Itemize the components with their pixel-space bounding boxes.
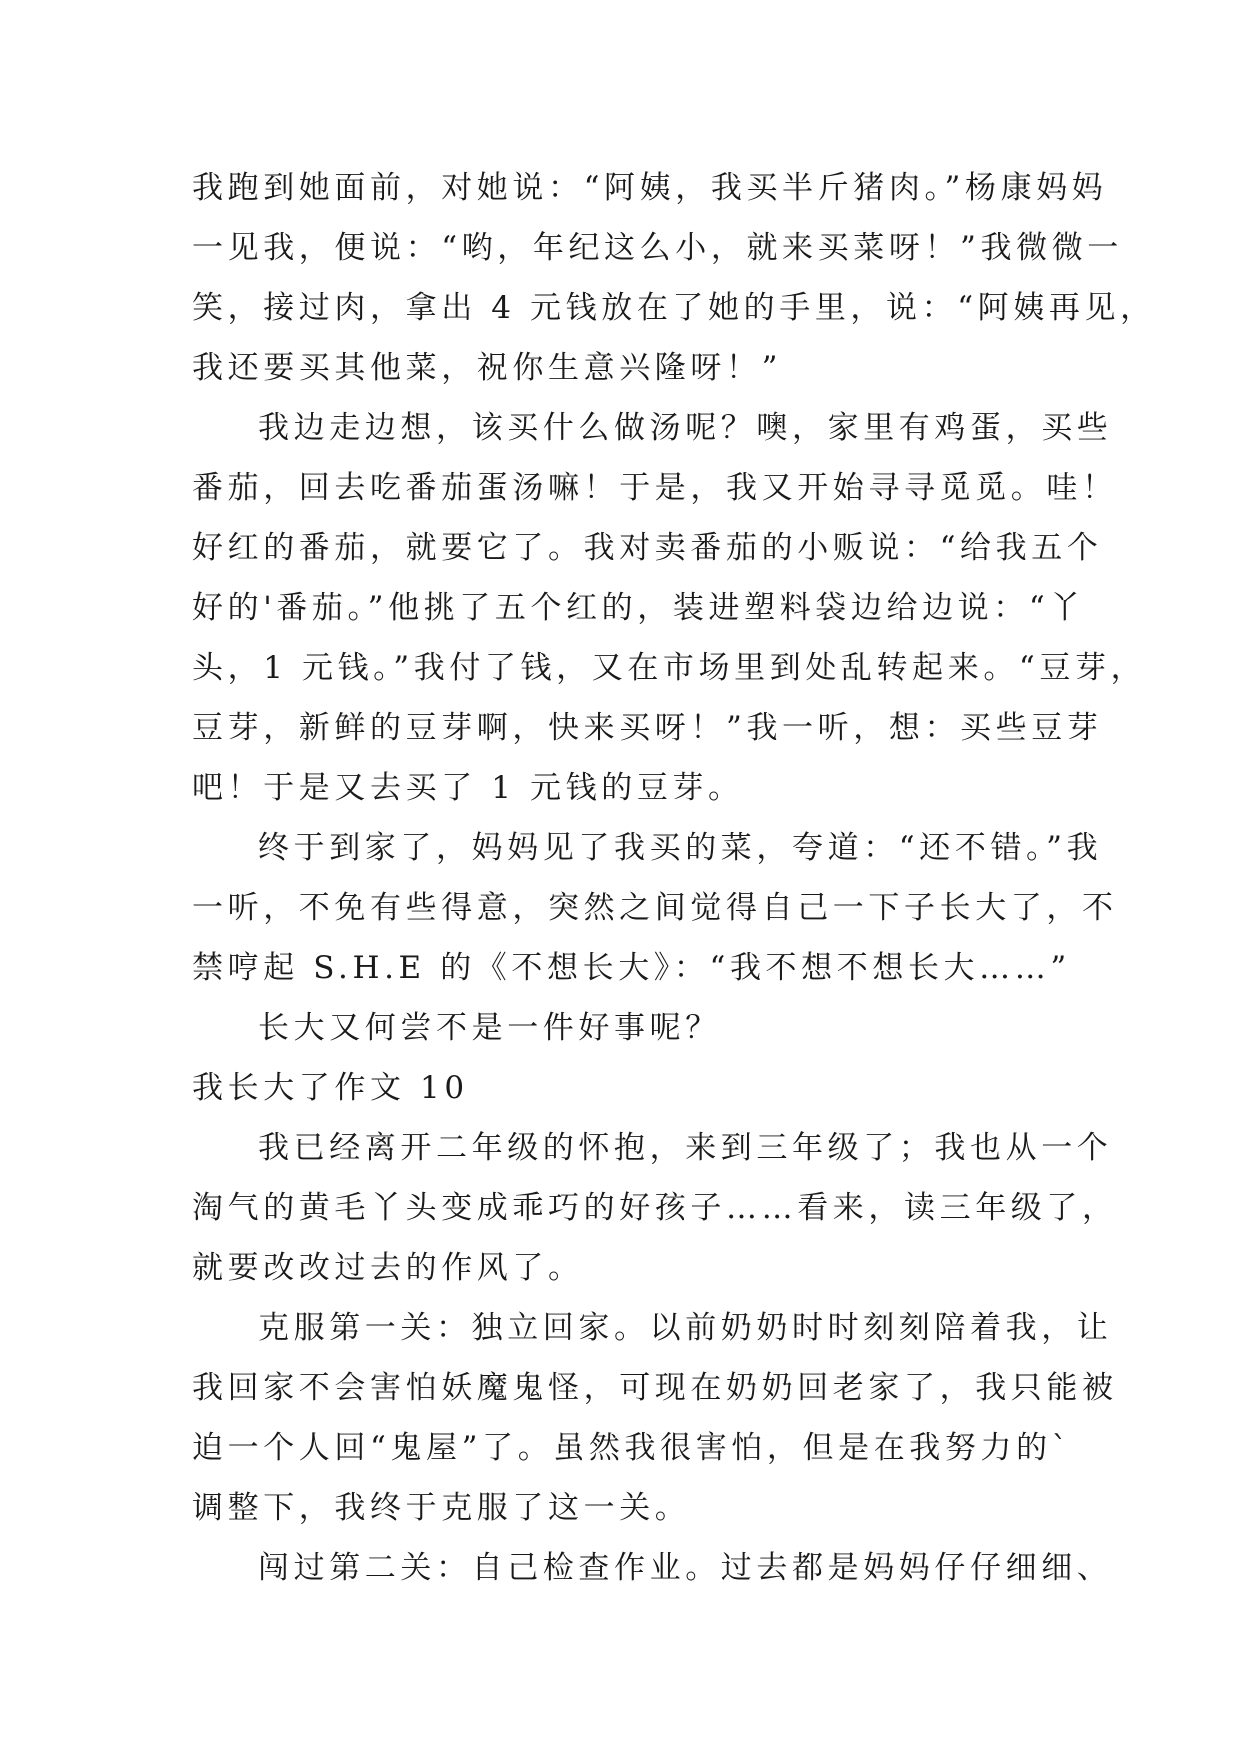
text-line: 好红的番茄，就要它了。我对卖番茄的小贩说：“给我五个 (192, 530, 1103, 566)
essay-text (192, 158, 1156, 1598)
text-line: 豆芽，新鲜的豆芽啊，快来买呀！”我一听，想：买些豆芽 (192, 710, 1103, 746)
text-line: 一听，不免有些得意，突然之间觉得自己一下子长大了，不 (192, 890, 1118, 926)
text-line: 我还要买其他菜，祝你生意兴隆呀！” (192, 350, 783, 386)
text-line: 长大又何尝不是一件好事呢？ (258, 1010, 721, 1046)
text-line: 禁哼起 S.H.E 的《不想长大》：“我不想不想长大……” (192, 950, 1071, 986)
text-line: 我跑到她面前，对她说：“阿姨，我买半斤猪肉。”杨康妈妈 (192, 170, 1108, 206)
text-line: 调整下，我终于克服了这一关。 (192, 1490, 691, 1526)
text-line: 我回家不会害怕妖魔鬼怪，可现在奶奶回老家了，我只能被 (192, 1370, 1118, 1406)
text-line: 淘气的黄毛丫头变成乖巧的好孩子……看来，读三年级了， (192, 1190, 1118, 1226)
text-line: 迫一个人回“鬼屋”了。虽然我很害怕，但是在我努力的` (192, 1430, 1072, 1466)
text-line: 我已经离开二年级的怀抱，来到三年级了；我也从一个 (258, 1130, 1113, 1166)
text-line: 我边走边想，该买什么做汤呢？噢，家里有鸡蛋，买些 (258, 410, 1113, 446)
text-line: 头，1 元钱。”我付了钱，又在市场里到处乱转起来。“豆芽， (192, 650, 1147, 686)
text-line: 克服第一关：独立回家。以前奶奶时时刻刻陪着我，让 (258, 1310, 1113, 1346)
text-line: 笑，接过肉，拿出 4 元钱放在了她的手里，说：“阿姨再见， (192, 290, 1156, 326)
text-line: 一见我，便说：“哟，年纪这么小，就来买菜呀！”我微微一 (192, 230, 1123, 266)
text-line: 闯过第二关：自己检查作业。过去都是妈妈仔仔细细、 (258, 1550, 1113, 1586)
text-line: 终于到家了，妈妈见了我买的菜，夸道：“还不错。”我 (258, 830, 1103, 866)
text-line: 吧！于是又去买了 1 元钱的豆芽。 (192, 770, 744, 806)
text-line: 就要改改过去的作风了。 (192, 1250, 584, 1286)
text-line: 番茄，回去吃番茄蛋汤嘛！于是，我又开始寻寻觅觅。哇！ (192, 470, 1118, 506)
essay-title: 我长大了作文 10 (192, 1070, 469, 1106)
text-line: 好的'番茄。”他挑了五个红的，装进塑料袋边给边说：“丫 (192, 590, 1085, 626)
